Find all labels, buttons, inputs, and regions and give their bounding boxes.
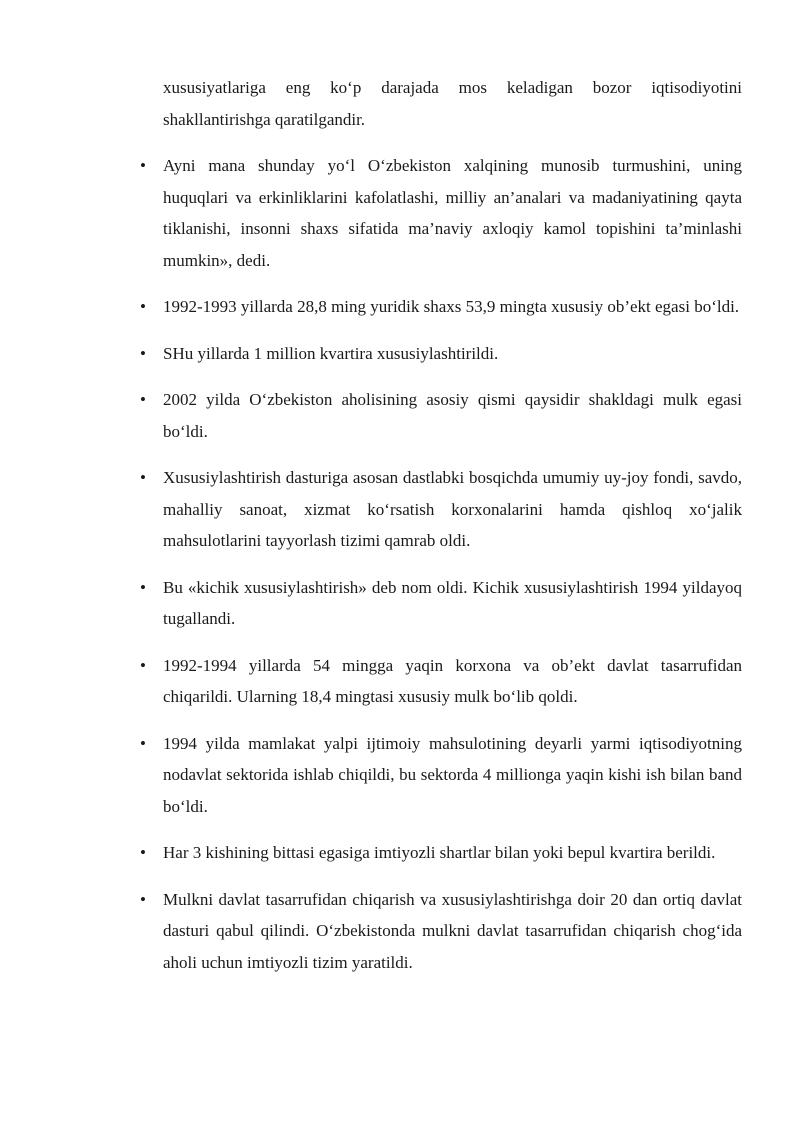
- bullet-icon: •: [140, 468, 146, 487]
- bullet-item: [140, 291, 742, 323]
- bullet-icon: •: [140, 843, 146, 862]
- bullet-icon: •: [140, 733, 146, 753]
- document-body: [140, 72, 742, 993]
- bullet-icon: •: [140, 655, 146, 675]
- bullet-icon: •: [140, 889, 146, 909]
- bullet-text: 2002 yilda O‘zbekiston aholisining asosiy qismi qaysidir shakldagi mulk egasi bo‘ldi.: [163, 390, 742, 441]
- bullet-icon: •: [140, 297, 146, 316]
- continuation-paragraph: xususiyatlariga eng ko‘p darajada mos keladigan bozor iqtisodiyotini shakllantirishga qaratilgandir.: [163, 78, 742, 129]
- bullet-item: [140, 728, 742, 823]
- bullet-item: [140, 572, 742, 635]
- bullet-text: 1992-1994 yillarda 54 mingga yaqin korxona va ob’ekt davlat tasarrufidan chiqarildi. Ularning 18,4 mingtasi xususiy mulk bo‘lib qoldi.: [163, 655, 742, 706]
- bullet-icon: •: [140, 343, 146, 363]
- bullet-text: Ayni mana shunday yo‘l O‘zbekiston xalqining munosib turmushini, uning huquqlari va erkinliklarini kafolatlashi, milliy an’analari va madaniyatining qayta tiklanishi, insonni shaxs sifatida ma’naviy axloqiy kamol topishini ta’minlashi mumkin», dedi.: [163, 156, 742, 270]
- bullet-item: [140, 884, 742, 979]
- bullet-icon: •: [140, 577, 146, 597]
- bullet-icon: •: [140, 390, 146, 409]
- bullet-item: [140, 837, 742, 869]
- bullet-text: SHu yillarda 1 million kvartira xususiylashtirildi.: [163, 343, 499, 363]
- bullet-text: Har 3 kishining bittasi egasiga imtiyozli shartlar bilan yoki bepul kvartira berildi.: [163, 843, 716, 862]
- bullet-text: Xususiylashtirish dasturiga asosan dastlabki bosqichda umumiy uy-joy fondi, savdo, mahalliy sanoat, xizmat ko‘rsatish korxonalarini hamda qishloq xo‘jalik mahsulotlarini tayyorlash tizimi qamrab oldi.: [163, 468, 742, 550]
- bullet-text: Bu «kichik xususiylashtirish» deb nom oldi. Kichik xususiylashtirish 1994 yildayoq tugallandi.: [163, 577, 742, 628]
- bullet-item: [140, 462, 742, 557]
- bullet-item: [140, 338, 742, 370]
- bullet-text: Mulkni davlat tasarrufidan chiqarish va xususiylashtirishga doir 20 dan ortiq davlat dasturi qabul qilindi. O‘zbekistonda mulkni davlat tasarrufidan chiqarish chog‘ida aholi uchun imtiyozli tizim yaratildi.: [163, 889, 742, 972]
- bullet-item: [140, 650, 742, 713]
- bullet-text: 1994 yilda mamlakat yalpi ijtimoiy mahsulotining deyarli yarmi iqtisodiyotning nodavlat sektorida ishlab chiqildi, bu sektorda 4 millionga yaqin kishi ish bilan band bo‘ldi.: [163, 733, 742, 816]
- bullet-icon: •: [140, 156, 146, 175]
- bullet-text: 1992-1993 yillarda 28,8 ming yuridik shaxs 53,9 mingta xususiy ob’ekt egasi bo‘ldi.: [163, 297, 740, 316]
- bullet-item: [140, 150, 742, 276]
- bullet-item: [140, 384, 742, 447]
